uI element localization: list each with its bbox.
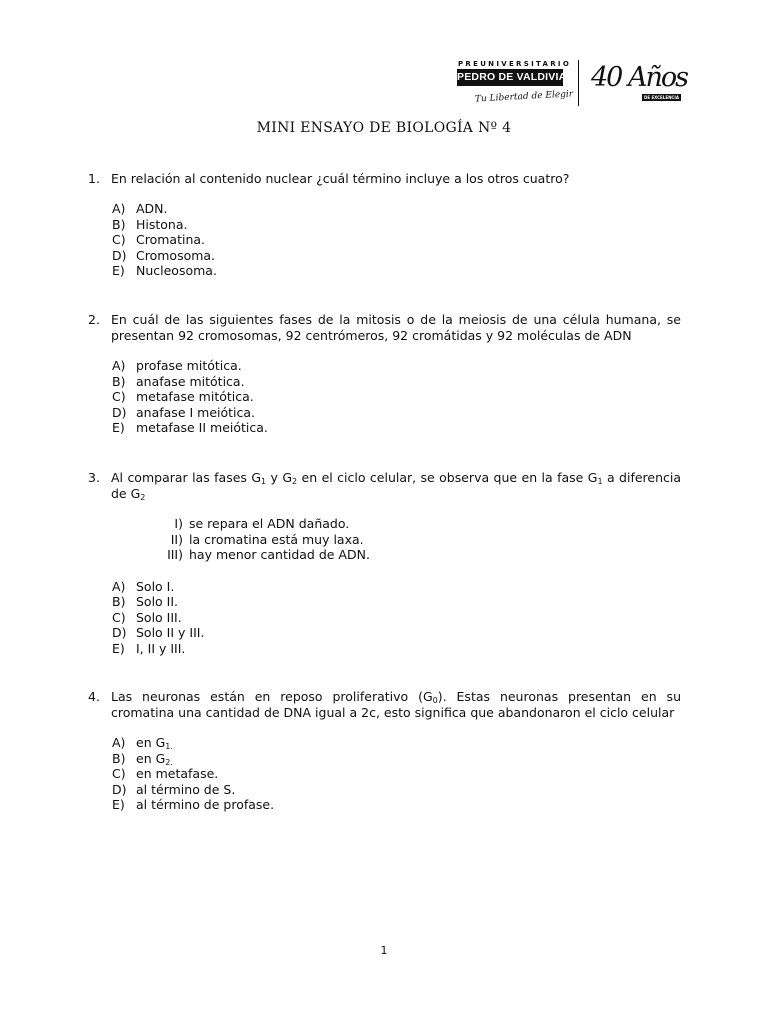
option-d: D) al término de S. [112,781,236,797]
question-3 [88,470,681,656]
logo-preuniversitario: PREUNIVERSITARIO [458,60,572,68]
question-stem: Al comparar las fases $G_1$ y $G_2$ en el ciclo celular, se observa que en la fase $G_1$ a diferencia de $G_2$ [111,470,682,502]
option-e: E) metafase II meiótica. [112,420,268,435]
options-list [112,579,681,657]
question-stem: En cuál de las siguientes fases de la mitosis o de la meiosis de una célula humana, se presentan 92 cromosomas, 92 centrómeros, 92 cromátidas y 92 moléculas de ADN [111,312,681,343]
options-list [112,358,681,436]
question-stem: Las neuronas están en reposo proliferativo $(G_0)$. Estas neuronas presentan en su cromatina una cantidad de DNA igual a 2c, esto significa que abandonaron el ciclo celular [111,689,681,720]
question-1 [88,171,681,279]
question-4 [88,689,681,813]
option-a: A) profase mitótica. [112,358,242,373]
option-e: E) al término de profase. [112,797,275,812]
statements-list [150,516,681,563]
logo-divider [578,60,579,106]
option-a: A) Solo I. [112,578,175,594]
logo-name: PEDRO DE VALDIVIA [457,69,563,86]
statement-i: I) se repara el ADN dañado. [174,516,350,531]
question-stem: En relación al contenido nuclear ¿cuál término incluye a los otros cuatro? [111,171,570,186]
option-c: C) en metafase. [112,766,219,781]
option-e: E) Nucleosoma. [112,263,217,278]
option-c: C) Cromatina. [112,232,206,247]
logo-tagline: Tu Libertad de Elegir [474,89,574,105]
option-d: D) Cromosoma. [112,247,216,263]
option-e: E) I, II y III. [112,640,186,656]
question-number: 3. [88,470,100,485]
option-c: C) metafase mitótica. [112,389,254,404]
page-number: 1 [380,944,388,957]
options-list [112,201,681,279]
question-number: 1. [88,171,100,186]
option-d: D) Solo II y III. [112,625,205,640]
question-2 [88,312,681,436]
statement-iii: III) hay menor cantidad de ADN. [167,547,370,562]
anniversary-logo: 40 Años [591,62,687,93]
option-a: A) en $G_{1.}$ [112,735,173,751]
question-number: 4. [88,689,100,704]
anniversary-sub: DE EXCELENCIA [644,95,679,100]
option-b: B) anafase mitótica. [112,373,245,389]
page-title: MINI ENSAYO DE BIOLOGÍA Nº 4 [256,120,512,136]
option-b: B) Histona. [112,216,188,232]
option-b: B) en $G_{2.}$ [112,750,173,767]
option-c: C) Solo III. [112,609,182,625]
option-d: D) anafase I meiótica. [112,404,256,420]
statement-ii: II) la cromatina está muy laxa. [170,531,364,547]
option-b: B) Solo II. [112,594,179,609]
institution-logo [455,56,687,114]
option-a: A) ADN. [112,201,168,216]
options-list [112,735,681,813]
question-number: 2. [88,312,100,327]
